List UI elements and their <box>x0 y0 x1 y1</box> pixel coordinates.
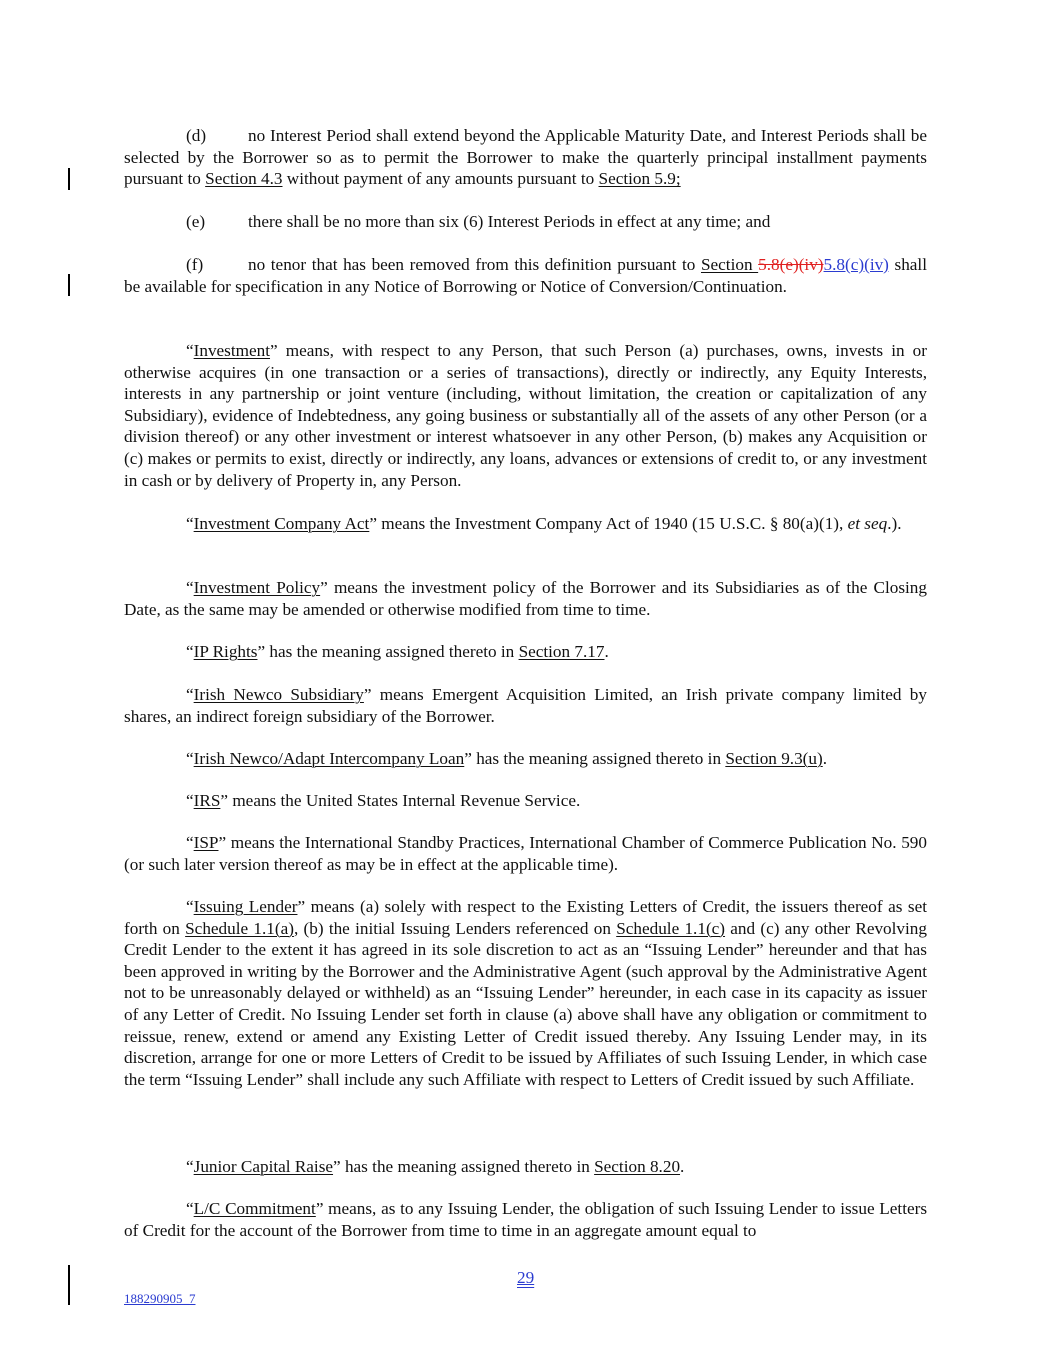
clause-d <box>124 125 927 190</box>
definition-text: ” has the meaning assigned thereto in <box>464 749 726 768</box>
definition-text: . <box>680 1157 685 1176</box>
section-ref-link[interactable]: Section 4.3 <box>205 169 283 189</box>
definition-text: ” means the United States Internal Revenue Service. <box>220 791 581 810</box>
section-ref-link[interactable]: Section 5.9; <box>598 169 681 189</box>
clause-label: (e) <box>186 212 206 231</box>
deleted-text: 5.8(e)(iv) <box>758 255 824 274</box>
definition-lc-commitment <box>124 1198 927 1241</box>
quote-mark: “ <box>186 578 194 597</box>
defined-term: ISP <box>193 833 219 852</box>
schedule-ref-link[interactable]: Schedule 1.1(a) <box>185 918 294 938</box>
definition-text: ” means (a) solely with respect to the Existing Letters of Credit, the issuers thereof as set forth on <box>124 897 928 938</box>
section-ref-link[interactable]: Section 9.3(u) <box>725 749 823 768</box>
clause-text: no tenor that has been removed from this definition pursuant to <box>248 255 701 274</box>
quote-mark: “ <box>186 897 194 916</box>
clause-e <box>124 211 927 233</box>
section-ref-link[interactable]: Section 7.17 <box>518 642 605 661</box>
definition-investment <box>124 340 927 491</box>
quote-mark: “ <box>186 791 194 810</box>
section-ref-link[interactable]: Section 8.20 <box>594 1157 681 1176</box>
clause-label: (f) <box>186 255 204 274</box>
definition-text: . <box>604 642 609 661</box>
defined-term: L/C Commitment <box>193 1199 316 1218</box>
quote-mark: “ <box>186 514 194 533</box>
defined-term: Irish Newco/Adapt Intercompany Loan <box>193 749 465 768</box>
clause-text: shall be available for specification in any Notice of Borrowing or Notice of Conversion/Continuation. <box>124 255 927 296</box>
definition-issuing-lender <box>124 896 927 1090</box>
definition-isp <box>124 832 927 875</box>
inserted-text: 5.8(c)(iv) <box>823 255 889 274</box>
page-number: 29 <box>517 1268 535 1287</box>
clause-label: (d) <box>186 126 207 145</box>
clause-text: without payment of any amounts pursuant to <box>282 169 599 189</box>
defined-term: IP Rights <box>193 642 258 661</box>
document-id: 188290905_7 <box>124 1291 196 1306</box>
definition-text: . <box>822 749 828 768</box>
definition-text: ” has the meaning assigned thereto in <box>333 1157 595 1176</box>
quote-mark: “ <box>186 642 194 661</box>
quote-mark: “ <box>186 1199 194 1218</box>
quote-mark: “ <box>186 749 194 768</box>
definition-text: ” means the International Standby Practices, International Chamber of Commerce Publication No. 590 (or such later version thereof as may be in effect at the applicable time). <box>124 833 927 874</box>
definition-text: ” has the meaning assigned thereto in <box>257 642 519 661</box>
definition-text: ” means, with respect to any Person, that such Person (a) purchases, owns, invests in or otherwise acquires (in one transaction or a series of transactions), directly or indirectly, any Equity Interests, interests in any partnership or joint venture (including, without limitation, the creation or capitalization of any Subsidiary), evidence of Indebtedness, any going business or substantially all of the assets of any other Person (or a division thereof) or any other investment or interest whatsoever in any other Person, (b) makes any Acquisition or (c) makes or permits to exist, directly or indirectly, any loans, advances or extensions of credit to, or any investment in cash or by delivery of Property in, any Person. <box>124 341 927 490</box>
quote-mark: “ <box>186 1157 194 1176</box>
defined-term: Junior Capital Raise <box>193 1157 334 1176</box>
change-bar <box>68 274 70 296</box>
definition-text: .). <box>887 514 902 533</box>
clause-text: there shall be no more than six (6) Interest Periods in effect at any time; and <box>248 212 771 231</box>
defined-term: Irish Newco Subsidiary <box>193 685 364 704</box>
defined-term: Investment Policy <box>193 578 321 597</box>
definition-text: ” means the Investment Company Act of 1940 (15 U.S.C. § 80(a)(1), <box>369 514 848 533</box>
definition-text: ” means the investment policy of the Borrower and its Subsidiaries as of the Closing Date, as the same may be amended or otherwise modified from time to time. <box>124 578 927 619</box>
definition-text: and (c) any other Revolving Credit Lender to the extent it has agreed in its sole discretion to act as an “Issuing Lender” hereunder and that has been approved in writing by the Borrower and the Administrative Agent (such approval by the Administrative Agent not to be unreasonably delayed or withheld) as an “Issuing Lender” hereunder, in each case in its capacity as issuer of any Letter of Credit. No Issuing Lender set forth in clause (a) above shall have any obligation or commitment to reissue, renew, extend or amend any Existing Letter of Credit issued thereby. Any Issuing Lender may, in its discretion, arrange for one or more Letters of Credit to be issued by Affiliates of such Issuing Lender, in which case the term “Issuing Lender” shall include any such Affiliate with respect to Letters of Credit issued by such Affiliate. <box>124 918 927 1089</box>
definition-ip-rights <box>124 641 927 663</box>
defined-term: Investment Company Act <box>193 514 370 533</box>
clause-f <box>124 254 927 297</box>
defined-term: IRS <box>193 791 221 810</box>
quote-mark: “ <box>186 341 194 360</box>
defined-term: Issuing Lender <box>193 897 298 916</box>
quote-mark: “ <box>186 833 194 852</box>
change-bar <box>68 168 70 190</box>
definition-text: ” means Emergent Acquisition Limited, an Irish private company limited by shares, an indirect foreign subsidiary of the Borrower. <box>124 685 927 726</box>
clause-text: no Interest Period shall extend beyond the Applicable Maturity Date, and Interest Periods shall be selected by the Borrower so as to permit the Borrower to make the quarterly principal installment payments pursuant to <box>124 126 927 189</box>
definition-irish-newco-loan <box>124 748 927 770</box>
quote-mark: “ <box>186 685 194 704</box>
definition-text: ” means, as to any Issuing Lender, the obligation of such Issuing Lender to issue Letters of Credit for the account of the Borrower from time to time in an aggregate amount equal to <box>124 1199 928 1240</box>
defined-term: Investment <box>193 341 271 360</box>
definition-irish-newco-subsidiary <box>124 684 927 727</box>
italic-text: et seq <box>847 514 888 533</box>
section-ref-link[interactable]: Section <box>700 255 759 274</box>
definition-text: , (b) the initial Issuing Lenders referenced on <box>293 918 617 938</box>
definition-irs <box>124 790 927 812</box>
change-bar <box>68 1265 70 1305</box>
definition-investment-policy <box>124 577 927 620</box>
definition-junior-capital-raise <box>124 1156 927 1178</box>
schedule-ref-link[interactable]: Schedule 1.1(c) <box>616 918 726 938</box>
definition-investment-company-act <box>124 513 927 535</box>
